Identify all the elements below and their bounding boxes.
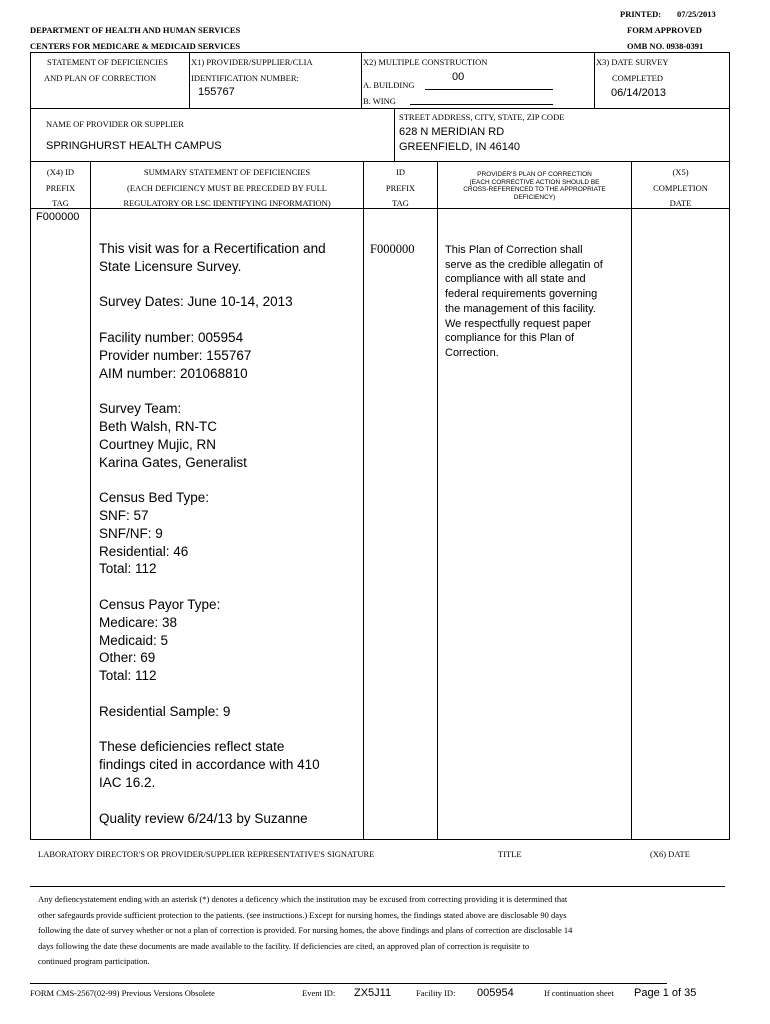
summary-line: AIM number: 201068810 <box>99 365 248 381</box>
footer-rule <box>30 983 667 984</box>
summary-line: IAC 16.2. <box>99 774 156 790</box>
summary-line: Beth Walsh, RN-TC <box>99 418 218 434</box>
plan-line: This Plan of Correction shall <box>445 244 583 256</box>
continuation-label: If continuation sheet <box>544 988 614 998</box>
building-label: A. BUILDING <box>363 80 415 90</box>
id-header: ID PREFIX TAG <box>385 167 416 208</box>
printed-label: PRINTED: <box>620 9 662 19</box>
summary-line: SNF/NF: 9 <box>99 525 163 541</box>
plan-line: the management of this facility. <box>445 302 596 315</box>
summary-line: Quality review 6/24/13 by Suzanne <box>99 810 308 826</box>
address-line-2: GREENFIELD, IN 46140 <box>399 141 521 153</box>
signature-rule <box>30 886 725 887</box>
form-approved: FORM APPROVED <box>627 25 702 35</box>
plan-line: compliance with all state and <box>445 273 586 286</box>
tag-right: F000000 <box>370 242 415 256</box>
department-title: DEPARTMENT OF HEALTH AND HUMAN SERVICES <box>30 25 241 35</box>
summary-line: Census Bed Type: <box>99 490 210 506</box>
disclaimer-line: other safegaurds provide sufficient protection to the patients. (see instructions.) Except for nursing homes, the findings stated above are disclosable 90 days <box>38 909 567 920</box>
summary-line: Courtney Mujic, RN <box>99 436 217 452</box>
x1-label-1: X1) PROVIDER/SUPPLIER/CLIA <box>191 57 313 67</box>
title-label: TITLE <box>498 849 522 859</box>
summary-line: findings cited in accordance with 410 <box>99 757 320 773</box>
disclaimer-line: following the date of survey whether or not a plan of correction is provided. For nursing homes, the above findings and plans of correction are disclosable 14 <box>38 925 573 935</box>
summary-line: Karina Gates, Generalist <box>99 454 247 470</box>
summary-line: These deficiencies reflect state <box>99 739 285 755</box>
disclaimer-line: days following the date these documents are made available to the facility. If deficiencies are cited, an approved plan of correction is requisite to <box>38 940 530 951</box>
plan-header: PROVIDER'S PLAN OF CORRECTION (EACH CORRECTIVE ACTION SHOULD BE CROSS-REFERENCED TO THE APPROPRIATE DEFICIENCY) <box>463 171 606 201</box>
survey-date-value: 06/14/2013 <box>611 87 667 99</box>
x2-label: X2) MULTIPLE CONSTRUCTION <box>363 57 488 67</box>
summary-line: Total: 112 <box>99 668 157 684</box>
x5-header: (X5) COMPLETION DATE <box>653 167 708 208</box>
top-rule <box>30 52 730 53</box>
plan-line: compliance for this Plan of <box>445 332 575 345</box>
centers-title: CENTERS FOR MEDICARE & MEDICAID SERVICES <box>30 41 241 51</box>
frame-right <box>729 52 730 839</box>
building-value: 00 <box>452 71 465 83</box>
summary-header: SUMMARY STATEMENT OF DEFICIENCIES (EACH DEFICIENCY MUST BE PRECEDED BY FULL REGULATORY OR LSC IDENTIFYING INFORMATION) <box>123 167 331 208</box>
plan-line: serve as the credible allegatin of <box>445 258 603 271</box>
summary-line: SNF: 57 <box>99 507 149 523</box>
summary-line: Provider number: 155767 <box>99 347 252 363</box>
summary-line: Residential Sample: 9 <box>99 703 231 719</box>
disclaimer-line: continued program participation. <box>38 956 150 966</box>
wing-label: B. WING <box>363 96 396 106</box>
provider-id-value: 155767 <box>198 86 235 98</box>
omb-number: OMB NO. 0938-0391 <box>627 41 704 51</box>
summary-line: Facility number: 005954 <box>99 329 244 345</box>
plan-of-correction <box>445 243 629 361</box>
statement-label-1: STATEMENT OF DEFICIENCIES <box>47 57 169 67</box>
facility-id-value: 005954 <box>477 987 514 999</box>
address-line-1: 628 N MERIDIAN RD <box>399 126 505 138</box>
signature-label: LABORATORY DIRECTOR'S OR PROVIDER/SUPPLIER REPRESENTATIVE'S SIGNATURE <box>38 849 375 859</box>
summary-line: Medicaid: 5 <box>99 632 169 648</box>
summary-line: Census Payor Type: <box>99 596 221 612</box>
provider-name-value: SPRINGHURST HEALTH CAMPUS <box>46 140 222 152</box>
x4-header: (X4) ID PREFIX TAG <box>45 167 76 208</box>
summary-line: Survey Team: <box>99 401 182 417</box>
x3-label-1: X3) DATE SURVEY <box>596 57 669 67</box>
facility-id-label: Facility ID: <box>416 988 456 998</box>
x3-label-2: COMPLETED <box>612 73 663 83</box>
event-id-value: ZX5J11 <box>354 987 392 999</box>
tag-left: F000000 <box>36 211 80 223</box>
summary-line: Medicare: 38 <box>99 614 178 630</box>
summary-line: Residential: 46 <box>99 543 189 559</box>
page-number: Page 1 of 35 <box>634 987 697 999</box>
body-bottom-rule <box>30 839 730 840</box>
event-id-label: Event ID: <box>302 988 336 998</box>
summary-line: This visit was for a Recertification and <box>99 241 326 256</box>
address-label: STREET ADDRESS, CITY, STATE, ZIP CODE <box>399 112 565 122</box>
plan-line: Correction. <box>445 346 499 359</box>
plan-line: federal requirements governing <box>445 288 598 301</box>
printed-date: 07/25/2013 <box>677 9 716 19</box>
provider-name-label: NAME OF PROVIDER OR SUPPLIER <box>46 119 184 129</box>
disclaimer <box>38 892 698 970</box>
summary-line: Other: 69 <box>99 650 156 666</box>
summary-statement <box>99 240 361 827</box>
plan-line: We respectfully request paper <box>445 317 591 330</box>
x1-label-2: IDENTIFICATION NUMBER: <box>191 73 299 83</box>
statement-label-2: AND PLAN OF CORRECTION <box>44 73 157 83</box>
summary-line: Total: 112 <box>99 561 157 577</box>
form-number: FORM CMS-2567(02-99) Previous Versions Obsolete <box>30 988 215 998</box>
disclaimer-line: Any defiencystatement ending with an asterisk (*) denotes a deficency which the institution may be excused from correcting providing it is determined that <box>38 894 568 904</box>
summary-line: Survey Dates: June 10-14, 2013 <box>99 294 293 310</box>
x6-date-label: (X6) DATE <box>650 849 690 859</box>
summary-line: State Licensure Survey. <box>99 258 242 274</box>
